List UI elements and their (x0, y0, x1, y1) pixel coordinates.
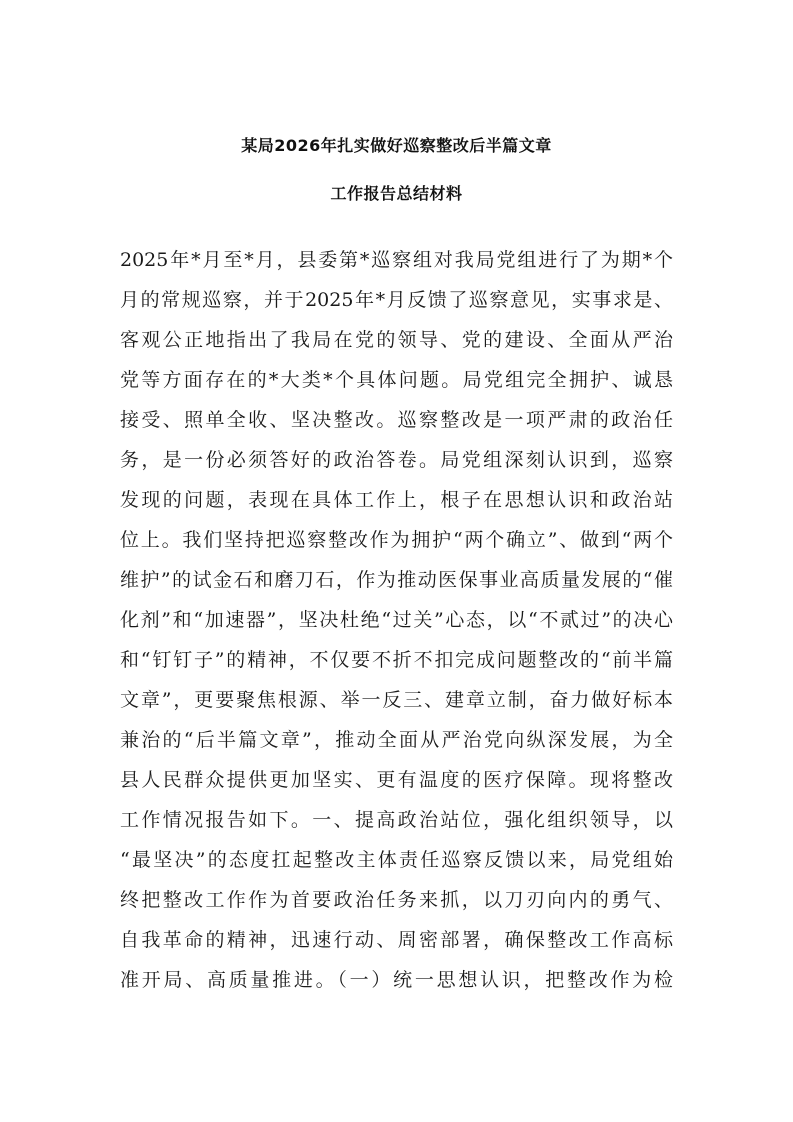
document-body (120, 240, 673, 1000)
document-title-line-1: 某局2026年扎实做好巡察整改后半篇文章 (241, 136, 552, 155)
body-line: 兼治的“后半篇文章”，推动全面从严治党向纵深发展，为全 (120, 729, 673, 751)
body-line: “最坚决”的态度扛起整改主体责任巡察反馈以来，局党组始 (120, 849, 673, 871)
body-line: 化剂”和“加速器”，坚决杜绝“过关”心态，以“不贰过”的决心 (120, 609, 673, 631)
body-line: 接受、照单全收、坚决整改。巡察整改是一项严肃的政治任 (120, 409, 673, 431)
document-title-line-2: 工作报告总结材料 (330, 184, 463, 203)
body-line: 自我革命的精神，迅速行动、周密部署，确保整改工作高标 (120, 929, 673, 951)
body-line: 客观公正地指出了我局在党的领导、党的建设、全面从严治 (120, 329, 673, 351)
body-line: 2025年*月至*月，县委第*巡察组对我局党组进行了为期*个 (120, 249, 673, 271)
body-line: 和“钉钉子”的精神，不仅要不折不扣完成问题整改的“前半篇 (120, 649, 673, 671)
body-line: 终把整改工作作为首要政治任务来抓，以刀刃向内的勇气、 (120, 889, 673, 911)
body-line: 务，是一份必须答好的政治答卷。局党组深刻认识到，巡察 (120, 449, 673, 471)
body-line: 工作情况报告如下。一、提高政治站位，强化组织领导，以 (120, 809, 673, 831)
body-line: 文章”，更要聚焦根源、举一反三、建章立制，奋力做好标本 (120, 689, 673, 711)
body-line: 县人民群众提供更加坚实、更有温度的医疗保障。现将整改 (120, 769, 673, 791)
body-line: 月的常规巡察，并于2025年*月反馈了巡察意见，实事求是、 (120, 289, 673, 311)
body-line: 维护”的试金石和磨刀石，作为推动医保事业高质量发展的“催 (120, 569, 673, 591)
body-line: 党等方面存在的*大类*个具体问题。局党组完全拥护、诚恳 (120, 369, 673, 391)
body-line: 发现的问题，表现在具体工作上，根子在思想认识和政治站 (120, 489, 673, 511)
body-line: 位上。我们坚持把巡察整改作为拥护“两个确立”、做到“两个 (120, 529, 673, 551)
body-line: 准开局、高质量推进。（一）统一思想认识，把整改作为检 (120, 969, 673, 991)
